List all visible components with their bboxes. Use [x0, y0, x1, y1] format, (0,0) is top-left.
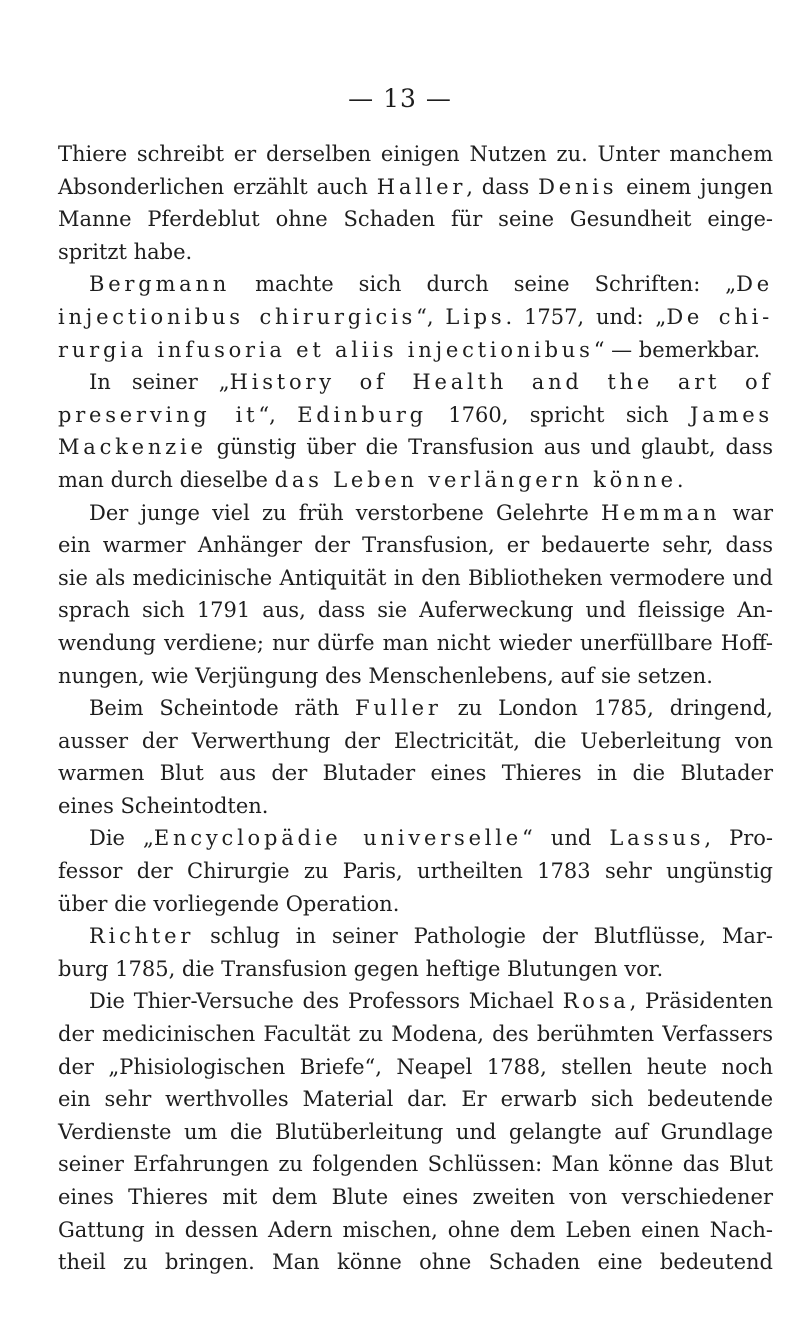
text-line [58, 1246, 773, 1279]
text-segment: Der junge viel zu früh verstorbene Gelehrte [89, 500, 601, 525]
text-line [58, 790, 773, 823]
text-line [58, 1214, 773, 1247]
text-segment: Beim Scheintode räth [89, 696, 356, 721]
text-segment: Verdienste um die Blutüberleitung und gelangte auf Grundlage [58, 1119, 773, 1144]
text-segment: über die vorliegende Operation. [58, 891, 400, 916]
text-segment: Absonderlichen erzählt auch [58, 174, 377, 199]
text-segment: der „Phisiologischen Briefe“, Neapel 1788, stellen heute noch [58, 1054, 773, 1079]
page-number: — 13 — [348, 84, 452, 113]
text-segment: burg 1785, die Transfusion gegen heftige Blutungen vor. [58, 956, 664, 981]
text-segment: . 1757, und: „ [505, 304, 667, 329]
spaced-name-text: preserving it [58, 402, 259, 427]
text-segment: machte sich durch seine Schriften: „ [230, 272, 737, 297]
text-line [58, 953, 773, 986]
text-segment: “, [258, 402, 298, 427]
text-line [58, 985, 773, 1018]
text-segment: ein sehr werthvolles Material dar. Er erwarb sich bedeutende [58, 1087, 773, 1112]
spaced-name-text: De [736, 272, 773, 297]
spaced-name-text: Rosa [562, 989, 630, 1014]
spaced-name-text: Denis [538, 174, 618, 199]
text-line [58, 529, 773, 562]
text-line [58, 138, 773, 171]
text-line [58, 562, 773, 595]
text-segment: sie als medicinische Antiquität in den Bibliotheken vermodere und [58, 565, 773, 590]
text-segment: Die Thier-Versuche des Professors Michael [89, 989, 563, 1014]
text-line [58, 268, 773, 301]
text-line [58, 301, 773, 334]
spaced-name-text: Haller [376, 174, 467, 199]
text-segment: zu London 1785, dringend, [441, 696, 773, 721]
text-line [58, 855, 773, 888]
text-segment: schlug in seiner Pathologie der Blutflüsse, Mar- [194, 924, 773, 949]
text-line [58, 757, 773, 790]
text-line [58, 464, 773, 497]
spaced-name-text: Fuller [355, 696, 442, 721]
text-segment: , dass [466, 174, 539, 199]
spaced-name-text: Richter [89, 924, 195, 949]
text-segment: sprach sich 1791 aus, dass sie Auferweckung und fleissige An- [58, 598, 773, 623]
text-segment: Gattung in dessen Adern mischen, ohne dem Leben einen Nach- [58, 1217, 773, 1242]
spaced-name-text: Bergmann [89, 272, 231, 297]
spaced-name-text: rurgia infusoria et aliis injectionibus [58, 337, 594, 362]
text-segment: einem jungen [617, 174, 773, 199]
text-line [58, 627, 773, 660]
text-segment: günstig über die Transfusion aus und glaubt, dass [206, 435, 773, 460]
text-segment: . [676, 467, 684, 492]
text-segment: In seiner „ [89, 370, 230, 395]
spaced-name-text: Edinburg [297, 402, 427, 427]
text-line [58, 334, 773, 367]
body-text [58, 138, 773, 1279]
text-segment: “ — bemerkbar. [593, 337, 761, 362]
text-segment: seiner Erfahrungen zu folgenden Schlüssen: Man könne das Blut [58, 1152, 773, 1177]
text-segment: 1760, spricht sich [426, 402, 691, 427]
spaced-name-text: injectionibus chirurgicis [58, 304, 417, 329]
text-segment: warmen Blut aus der Blutader eines Thieres in die Blutader [58, 761, 773, 786]
text-line [58, 236, 773, 269]
text-segment: “ und [522, 826, 610, 851]
text-segment: der medicinischen Facultät zu Modena, des berühmten Verfassers [58, 1022, 773, 1047]
spaced-name-text: Lassus [609, 826, 705, 851]
text-line [58, 1051, 773, 1084]
text-line [58, 399, 773, 432]
spaced-name-text: das Leben verlängern könne [274, 467, 677, 492]
text-line [58, 1148, 773, 1181]
text-segment: , Pro- [704, 826, 773, 851]
text-segment: wendung verdiene; nur dürfe man nicht wieder unerfüllbare Hoff- [58, 630, 773, 655]
text-line [58, 366, 773, 399]
text-segment: man durch dieselbe [58, 467, 275, 492]
text-segment: spritzt habe. [58, 239, 193, 264]
text-line [58, 660, 773, 693]
spaced-name-text: History of Health and the art of [229, 370, 773, 395]
text-line [58, 1083, 773, 1116]
text-segment: Die „ [89, 826, 154, 851]
text-segment: fessor der Chirurgie zu Paris, urtheilten 1783 sehr ungünstig [58, 859, 773, 884]
spaced-name-text: James [690, 402, 773, 427]
text-line [58, 920, 773, 953]
spaced-name-text: De chi- [666, 304, 774, 329]
text-line [58, 822, 773, 855]
text-line [58, 888, 773, 921]
text-line [58, 692, 773, 725]
text-segment: Manne Pferdeblut ohne Schaden für seine Gesundheit einge- [58, 207, 773, 232]
text-segment: “, [416, 304, 446, 329]
text-line [58, 171, 773, 204]
text-line [58, 497, 773, 530]
text-segment: ausser der Verwerthung der Electricität, die Ueberleitung von [58, 728, 773, 753]
text-segment: Thiere schreibt er derselben einigen Nutzen zu. Unter manchem [58, 142, 773, 166]
text-segment: ein warmer Anhänger der Transfusion, er bedauerte sehr, dass [58, 533, 773, 558]
spaced-name-text: Hemman [600, 500, 721, 525]
text-line [58, 594, 773, 627]
text-segment: eines Scheintodten. [58, 793, 269, 818]
text-line [58, 1018, 773, 1051]
text-line [58, 431, 773, 464]
spaced-name-text: Encyclopädie universelle [153, 826, 523, 851]
spaced-name-text: Mackenzie [58, 435, 207, 460]
text-line [58, 725, 773, 758]
text-segment: theil zu bringen. Man könne ohne Schaden eine bedeutend [58, 1250, 773, 1275]
text-segment: nungen, wie Verjüngung des Menschenlebens, auf sie setzen. [58, 663, 713, 688]
text-segment: eines Thieres mit dem Blute eines zweiten von verschiedener [58, 1185, 773, 1209]
spaced-name-text: Lips [445, 304, 506, 329]
text-line [58, 1181, 773, 1214]
text-line [58, 1116, 773, 1149]
text-line [58, 203, 773, 236]
text-segment: war [720, 500, 773, 525]
text-segment: , Präsidenten [629, 989, 773, 1014]
